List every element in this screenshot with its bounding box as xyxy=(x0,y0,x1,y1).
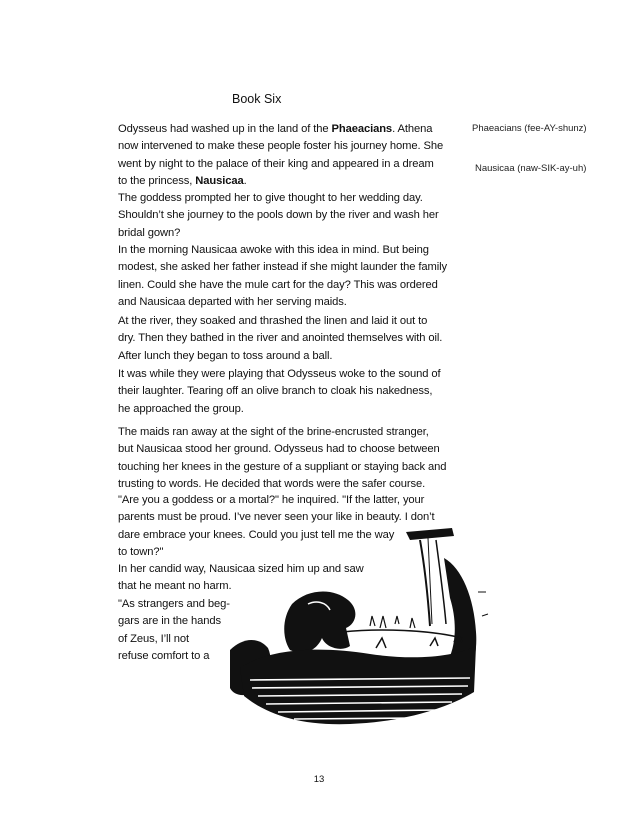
text-line xyxy=(118,424,446,441)
text-segment: went by night to the palace of their king and appeared in a dream xyxy=(118,157,434,170)
text-line xyxy=(118,366,440,383)
text-line xyxy=(118,121,443,138)
bold-term: Nausicaa xyxy=(195,175,244,188)
paragraph-6 xyxy=(118,424,446,494)
text-segment: touching her knees in the gesture of a suppliant or staying back and xyxy=(118,460,447,473)
paragraph-5 xyxy=(118,366,440,418)
text-line xyxy=(118,156,443,173)
text-line xyxy=(118,277,447,294)
chapter-title: Book Six xyxy=(232,92,282,106)
text-segment: and Nausicaa departed with her serving maids. xyxy=(118,296,347,309)
text-line xyxy=(118,330,442,347)
text-line xyxy=(118,190,439,207)
text-segment: gars are in the hands xyxy=(118,615,222,628)
odysseus-nausicaa-illustration xyxy=(230,528,498,734)
bold-term: Phaeacians xyxy=(331,123,393,135)
text-segment: that he meant no harm. xyxy=(118,580,232,593)
text-segment: In her candid way, Nausicaa sized him up and saw xyxy=(118,563,364,575)
text-segment: refuse comfort to a xyxy=(118,650,210,663)
text-segment: The goddess prompted her to give thought to her wedding day. xyxy=(118,192,423,204)
text-line xyxy=(118,459,446,476)
text-line xyxy=(118,242,447,259)
text-segment: parents must be proud. I’ve never seen your like in beauty. I don’t xyxy=(118,511,435,524)
text-line xyxy=(118,476,446,493)
text-segment: linen. Could she have the mule cart for the day? This was ordered xyxy=(118,278,438,291)
text-line xyxy=(118,294,447,311)
text-line xyxy=(118,259,447,276)
text-segment: It was while they were playing that Odysseus woke to the sound of xyxy=(118,368,441,380)
text-segment: bridal gown? xyxy=(118,226,181,239)
text-line xyxy=(118,492,434,509)
text-line xyxy=(118,441,446,458)
text-segment: "As strangers and beg- xyxy=(118,597,230,610)
text-line xyxy=(118,138,443,155)
paragraph-1 xyxy=(118,121,443,191)
text-segment: to town?" xyxy=(118,546,164,559)
text-segment: dare embrace your knees. Could you just tell me the way xyxy=(118,528,395,541)
illustration-maids xyxy=(370,616,415,628)
text-segment: but Nausicaa stood her ground. Odysseus had to choose between xyxy=(118,443,440,456)
text-line xyxy=(118,383,440,400)
text-segment: Shouldn’t she journey to the pools down by the river and wash her xyxy=(118,209,439,222)
text-segment: of Zeus, I’ll not xyxy=(118,632,190,645)
paragraph-3 xyxy=(118,242,447,312)
text-segment: In the morning Nausicaa awoke with this idea in mind. But being xyxy=(118,244,429,256)
text-segment: Odysseus had washed up in the land of the xyxy=(118,123,332,135)
text-line xyxy=(118,401,440,418)
text-segment: "Are you a goddess or a mortal?" he inquired. "If the latter, your xyxy=(118,494,425,506)
text-line xyxy=(118,348,442,365)
text-segment: their laughter. Tearing off an olive branch to cloak his nakedness, xyxy=(118,385,433,398)
text-segment: trusting to words. He decided that words were the safer course. xyxy=(118,478,426,491)
text-line xyxy=(118,509,434,526)
text-segment: modest, she asked her father instead if she might launder the family xyxy=(118,261,448,274)
text-line xyxy=(118,173,443,190)
paragraph-2 xyxy=(118,190,439,242)
text-segment: to the princess, xyxy=(118,175,196,188)
paragraph-4 xyxy=(118,313,442,365)
text-segment: The maids ran away at the sight of the brine-encrusted stranger, xyxy=(118,426,429,438)
text-segment: . Athena xyxy=(392,123,433,135)
margin-note-nausicaa: Nausicaa (naw-SIK-ay-uh) xyxy=(475,163,587,174)
text-line xyxy=(118,207,439,224)
illustration-foreground xyxy=(240,646,476,724)
text-line xyxy=(118,313,442,330)
text-segment: After lunch they began to toss around a ball. xyxy=(118,349,333,362)
text-segment: At the river, they soaked and thrashed the linen and laid it out to xyxy=(118,315,428,327)
text-segment: . xyxy=(243,175,247,188)
text-line xyxy=(118,225,439,242)
text-segment: now intervened to make these people foster his journey home. She xyxy=(118,140,444,153)
page-number: 13 xyxy=(313,774,325,785)
margin-note-phaeacians: Phaeacians (fee-AY-shunz) xyxy=(472,123,587,134)
text-segment: dry. Then they bathed in the river and anointed themselves with oil. xyxy=(118,332,443,345)
illustration-ledge xyxy=(406,528,454,540)
text-segment: he approached the group. xyxy=(118,402,244,415)
illustration-odysseus xyxy=(284,591,355,652)
